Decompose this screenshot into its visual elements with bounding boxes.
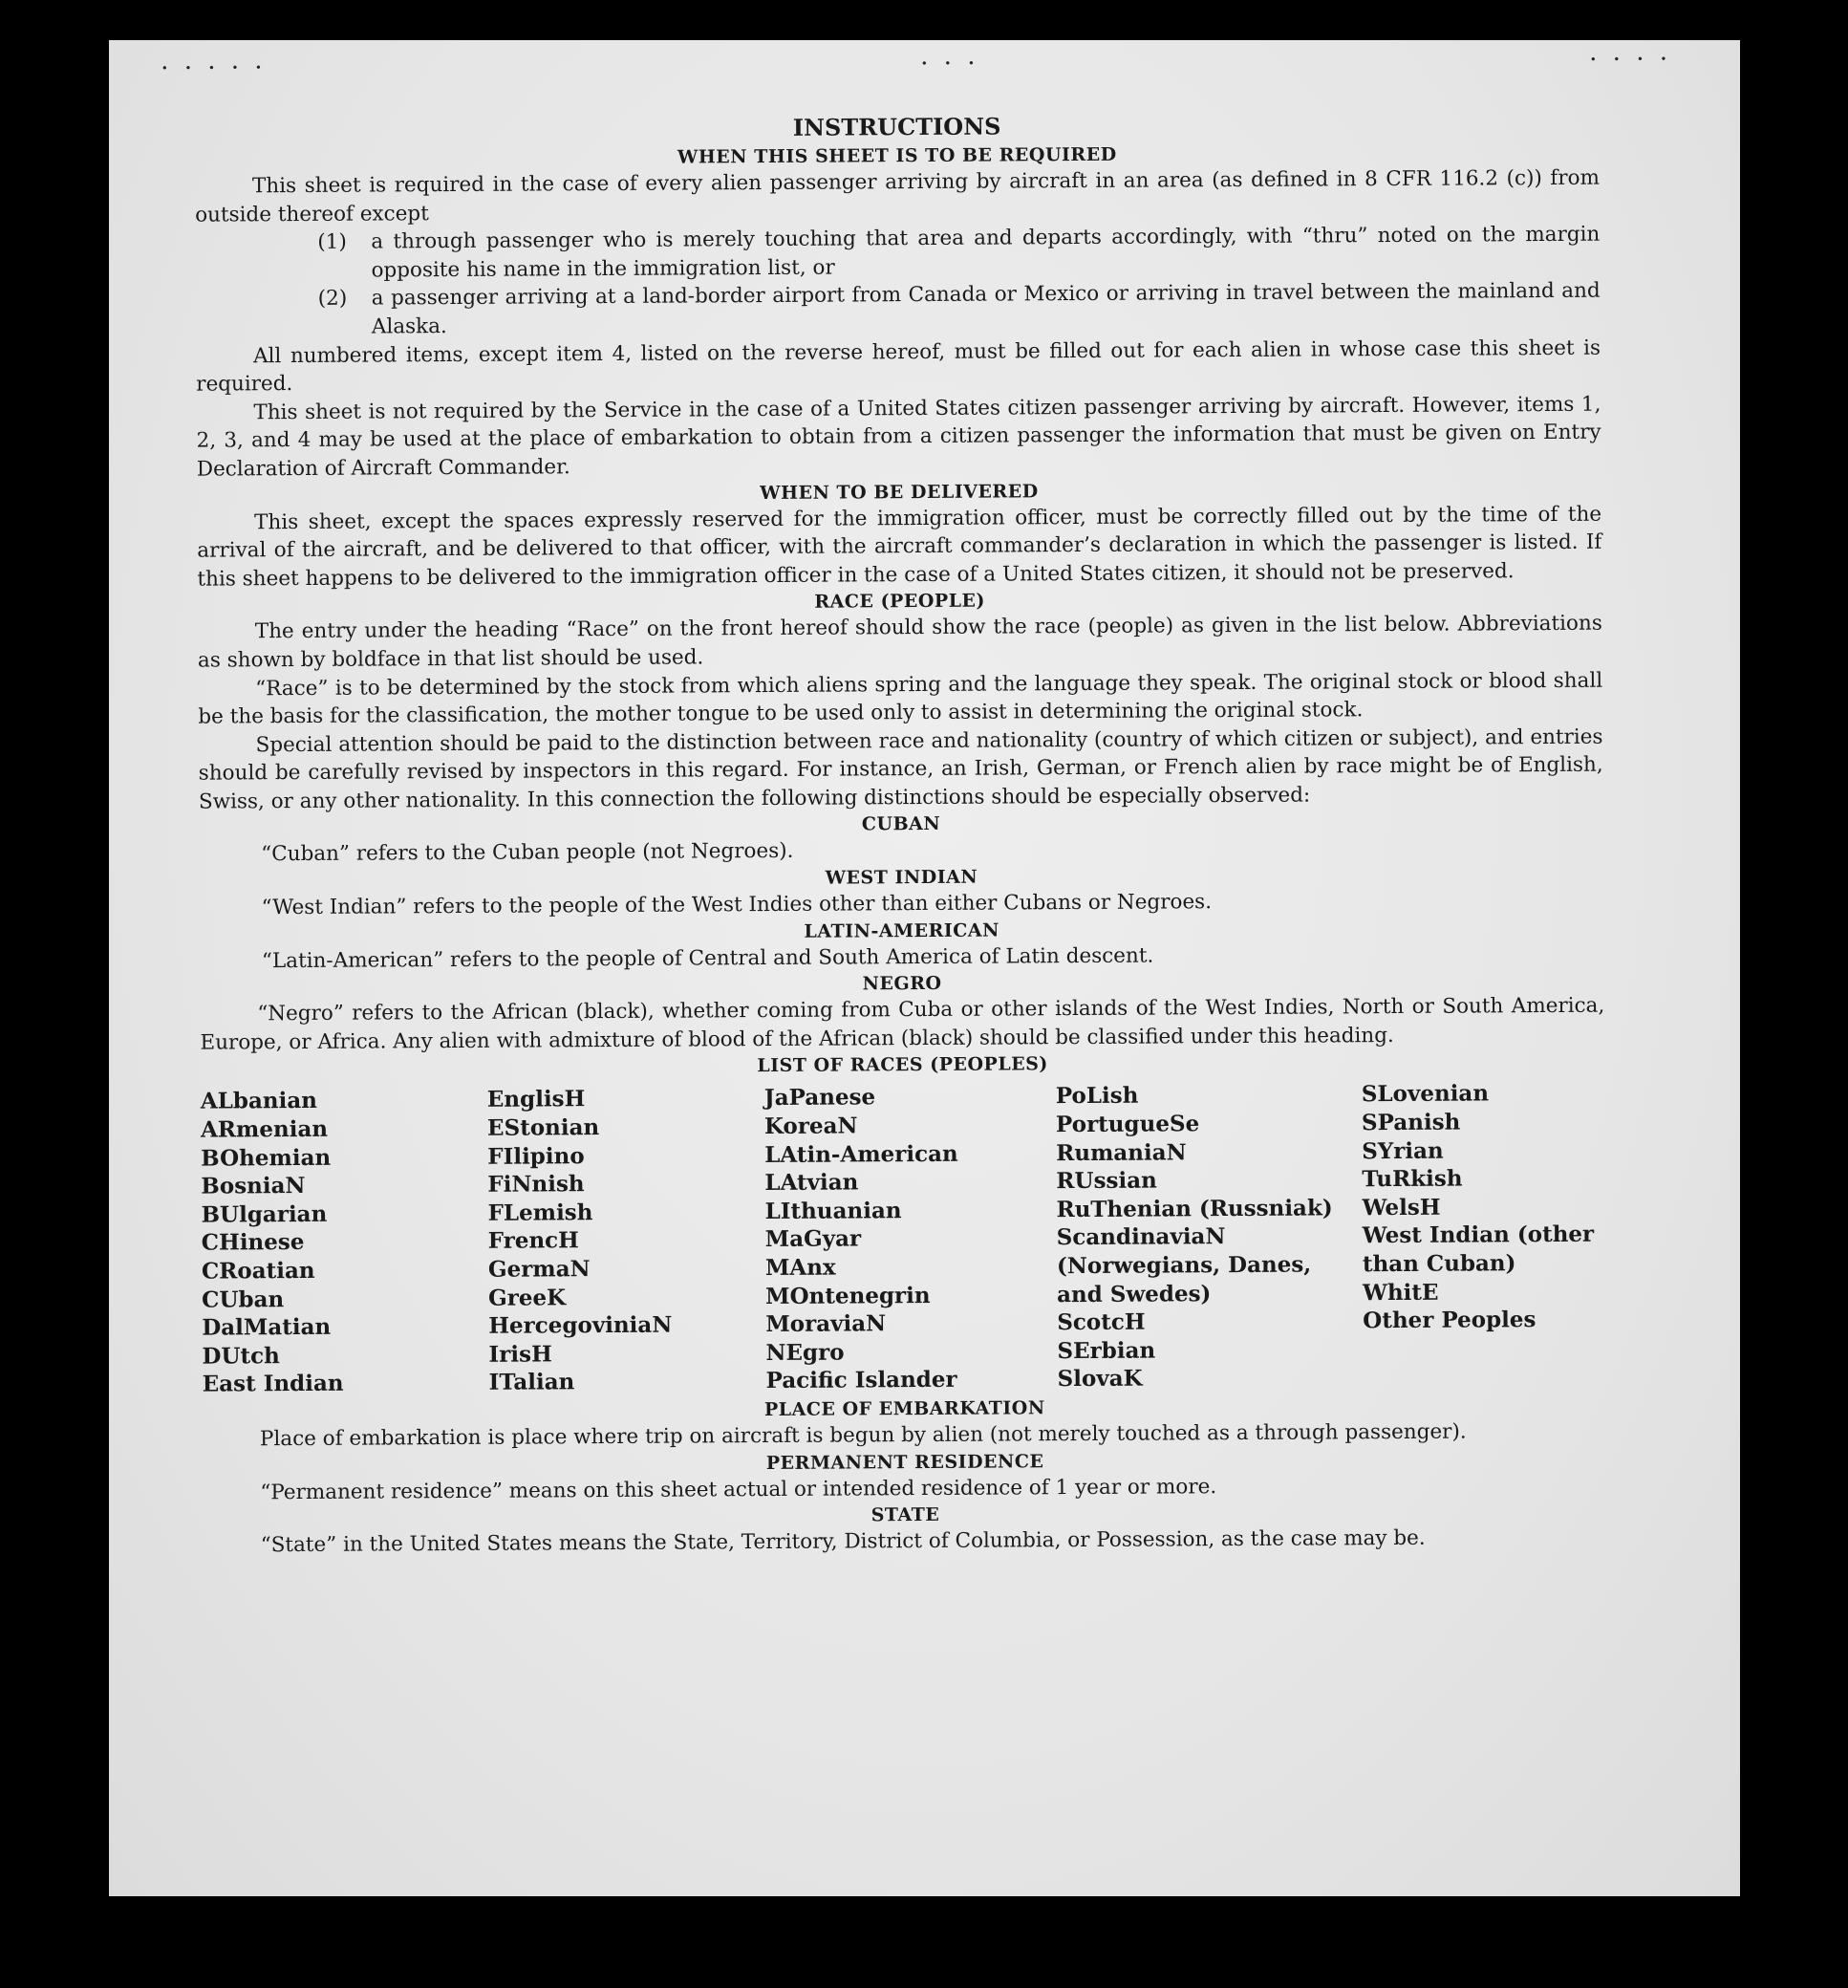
list-item: FIlipino — [487, 1142, 585, 1170]
list-item: GreeK — [488, 1284, 567, 1311]
list-item: MoraviaN — [765, 1310, 887, 1338]
list-item: BosniaN — [201, 1173, 306, 1199]
list-item: LAtvian — [764, 1169, 859, 1197]
list-item: SErbian — [1057, 1337, 1156, 1364]
exception-number: (2) — [317, 287, 348, 312]
list-item: RUssian — [1056, 1167, 1157, 1195]
list-item: CHinese — [201, 1229, 305, 1257]
exceptions-list — [195, 221, 1601, 342]
list-item: KoreaN — [763, 1113, 858, 1140]
race-para-2: “Race” is to be determined by the stock from which aliens spring and the language they speak. The original stock or blood shall be the basis for the classification, the mother tongue to be used only to assist in determining the original stock. — [198, 668, 1603, 729]
list-item: East Indian — [202, 1371, 344, 1398]
section-heading-when-required: WHEN THIS SHEET IS TO BE REQUIRED — [677, 143, 1117, 168]
list-item: IrisH — [488, 1341, 552, 1368]
when-required-citizen-note: This sheet is not required by the Service in the case of a United States citizen passenger arriving by aircraft. However, items 1, 2, 3, and 4 may be used at the place of embarkation to obtain from a citizen passenger the information that must be given on Entry Declaration of Aircraft Commander. — [196, 392, 1601, 482]
list-item: FiNnish — [487, 1171, 585, 1199]
section-heading-list-of-races: LIST OF RACES (PEOPLES) — [757, 1053, 1048, 1077]
list-item: ARmenian — [200, 1115, 329, 1143]
section-heading-latin-american: LATIN-AMERICAN — [804, 919, 1000, 942]
place-of-embarkation-text: Place of embarkation is place where trip on aircraft is begun by alien (not merely touched as a through passenger). — [259, 1419, 1467, 1452]
list-item: LIthuanian — [764, 1197, 902, 1224]
list-item: West Indian (other than Cuban) — [1362, 1221, 1595, 1278]
list-item — [318, 277, 1601, 341]
list-item: PortugueSe — [1055, 1111, 1200, 1138]
list-item: MOntenegrin — [765, 1282, 931, 1309]
cuban-text: “Cuban” refers to the Cuban people (not Negroes). — [261, 839, 794, 867]
section-heading-cuban: CUBAN — [861, 813, 941, 835]
exception-text: a passenger arriving at a land-border airport from Canada or Mexico or arriving in travel between the mainland and Alaska. — [371, 279, 1601, 339]
list-item: ITalian — [488, 1369, 575, 1396]
instructions-content — [195, 107, 1608, 1561]
race-para-1: The entry under the heading “Race” on the front hereof should show the race (people) as given in the list below. Abbreviations as shown by boldface in that list should be used. — [197, 611, 1602, 673]
corner-marks-center: · · · — [920, 49, 979, 79]
list-item: BUlgarian — [201, 1200, 328, 1228]
section-heading-negro: NEGRO — [862, 973, 942, 995]
section-heading-place-of-embarkation: PLACE OF EMBARKATION — [763, 1397, 1045, 1421]
list-item: DalMatian — [202, 1313, 332, 1341]
negro-text: “Negro” refers to the African (black), whether coming from Cuba or other islands of the West Indies, North or South America, Europe, or Africa. Any alien with admixture of blood of the African (black) should be classified under this heading. — [200, 993, 1605, 1055]
race-column-3 — [764, 1083, 1039, 1395]
list-item: RuThenian (Russniak) — [1056, 1195, 1333, 1222]
list-item — [317, 221, 1600, 285]
race-list — [201, 1079, 1607, 1399]
section-heading-when-delivered: WHEN TO BE DELIVERED — [760, 480, 1039, 504]
list-item: ScandinaviaN (Norwegians, Danes, and Swedes) — [1056, 1223, 1312, 1307]
document-sheet — [109, 40, 1740, 1896]
list-item: FrencH — [487, 1227, 579, 1255]
list-item: CRoatian — [201, 1257, 315, 1285]
exception-number: (1) — [317, 229, 347, 255]
list-item: HercegoviniaN — [488, 1311, 673, 1339]
list-item: EStonian — [486, 1114, 600, 1141]
list-item: Pacific Islander — [765, 1367, 957, 1394]
list-item: TuRkish — [1362, 1165, 1463, 1193]
section-heading-state: STATE — [870, 1504, 940, 1526]
when-required-numbered-items: All numbered items, except item 4, listed on the reverse hereof, must be filled out for each alien in whose case this sheet is required. — [196, 335, 1601, 397]
list-item: FLemish — [487, 1199, 593, 1226]
list-item: RumaniaN — [1056, 1138, 1187, 1166]
race-column-1 — [201, 1086, 470, 1398]
corner-marks-right: · · · · — [1589, 45, 1672, 75]
race-column-4 — [1056, 1081, 1344, 1394]
list-item: PoLish — [1055, 1083, 1139, 1110]
exception-text: a through passenger who is merely touching that area and departs accordingly, with “thru” noted on the margin opposite his name in the immigration list, or — [371, 222, 1601, 283]
list-item: SYrian — [1362, 1137, 1444, 1164]
permanent-residence-text: “Permanent residence” means on this sheet actual or intended residence of 1 year or more. — [260, 1474, 1217, 1504]
list-item: DUtch — [202, 1342, 280, 1370]
list-item: ScotcH — [1057, 1308, 1146, 1336]
corner-marks-left: · · · · · — [161, 54, 267, 83]
list-item: SlovaK — [1057, 1365, 1143, 1393]
race-para-3: Special attention should be paid to the distinction between race and nationality (country of which citizen or subject), and entries should be carefully revised by inspectors in this regard. For instance, an Irish, German, or French alien by race might be of English, Swiss, or any other nationality. In this connection the following distinctions should be especially observed: — [198, 724, 1603, 814]
when-delivered-text: This sheet, except the spaces expressly reserved for the immigration officer, must be correctly filled out by the time of the arrival of the aircraft, and be delivered to that officer, with the aircraft commander’s declaration in which the passenger is listed. If this sheet happens to be delivered to the immigration officer in the case of a United States citizen, it should not be preserved. — [197, 502, 1602, 592]
list-item: MAnx — [764, 1254, 836, 1282]
race-column-5 — [1362, 1079, 1607, 1392]
list-item: EnglisH — [486, 1086, 586, 1113]
west-indian-text: “West Indian” refers to the people of the West Indies other than either Cubans or Negroes. — [261, 890, 1213, 920]
list-item: GermaN — [487, 1256, 591, 1283]
list-item: SLovenian — [1361, 1080, 1490, 1108]
list-item: WelsH — [1362, 1194, 1441, 1221]
list-item: WhitE — [1362, 1279, 1439, 1306]
list-item: JaPanese — [763, 1084, 876, 1112]
list-item: Other Peoples — [1363, 1307, 1536, 1334]
latin-american-text: “Latin-American” refers to the people of Central and South America of Latin descent. — [261, 943, 1154, 973]
section-heading-west-indian: WEST INDIAN — [825, 866, 978, 889]
section-heading-race: RACE (PEOPLE) — [814, 590, 986, 614]
list-item: LAtin-American — [764, 1140, 958, 1168]
section-heading-permanent-residence: PERMANENT RESIDENCE — [765, 1450, 1044, 1474]
state-text: “State” in the United States means the State, Territory, District of Columbia, or Possession, as the case may be. — [260, 1525, 1426, 1558]
list-item: MaGyar — [764, 1225, 862, 1253]
list-item: BOhemian — [201, 1144, 332, 1172]
page-title: INSTRUCTIONS — [792, 112, 1001, 141]
list-item: CUban — [202, 1286, 285, 1313]
race-column-2 — [487, 1085, 747, 1397]
when-required-intro: This sheet is required in the case of every alien passenger arriving by aircraft in an area (as defined in 8 CFR 116.2 (c)) from outside thereof except — [195, 165, 1601, 227]
list-item: SPanish — [1361, 1109, 1461, 1136]
list-item: ALbanian — [200, 1088, 318, 1115]
list-item: NEgro — [765, 1339, 845, 1366]
